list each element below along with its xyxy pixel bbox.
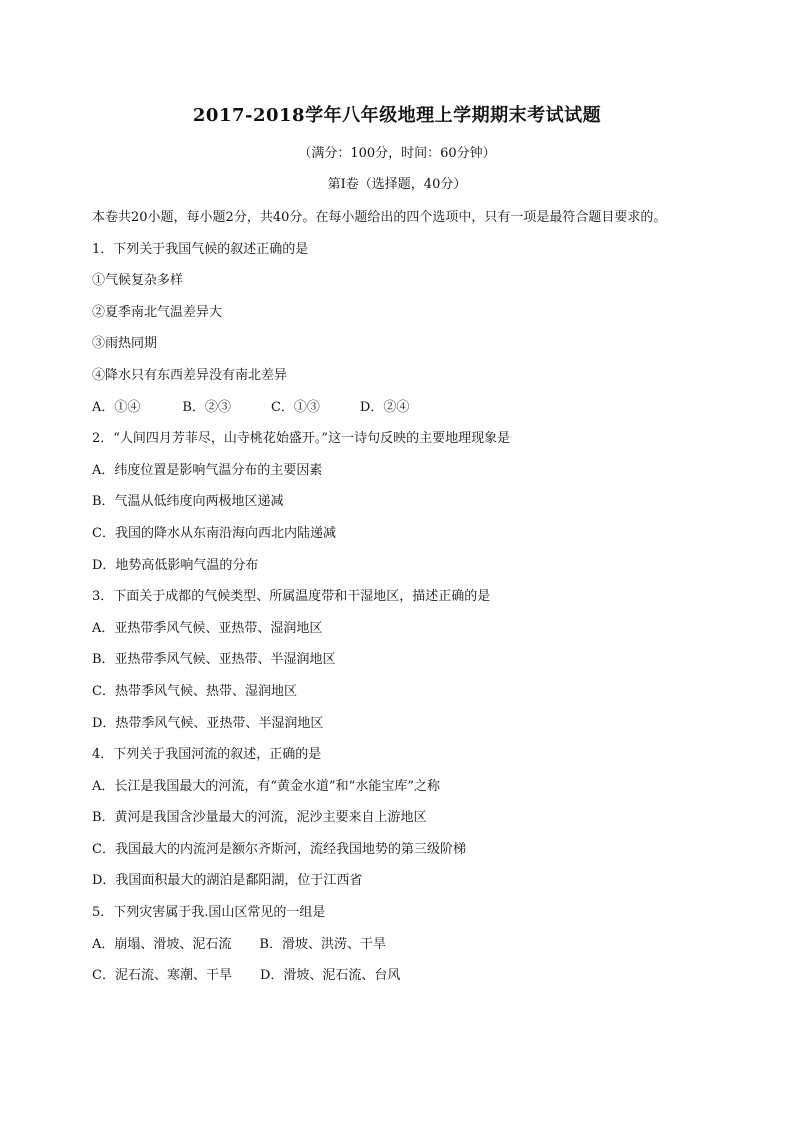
question-5-option-c: C．泥石流、寒潮、干旱	[92, 968, 232, 984]
question-3-option-d: D．热带季风气候、亚热带、半湿润地区	[92, 715, 324, 731]
section-instructions: 本卷共20小题，每小题2分，共40分。在每小题给出的四个选项中，只有一项是最符合题目要求的。	[92, 210, 667, 225]
question-5-options-row-2	[92, 960, 712, 992]
question-1-item: ④降水只有东西差异没有南北差异	[92, 367, 288, 383]
question-3-stem: 3．下面关于成都的气候类型、所属温度带和干湿地区，描述正确的是	[92, 589, 491, 605]
question-2-option-d: D．地势高低影响气温的分布	[92, 557, 259, 573]
question-2-stem: 2．“人间四月芳菲尽，山寺桃花始盛开。”这一诗句反映的主要地理现象是	[92, 431, 511, 447]
question-1-item: ②夏季南北气温差异大	[92, 304, 223, 320]
question-3-option-a: A．亚热带季风气候、亚热带、湿润地区	[92, 620, 323, 636]
question-4-option-b: B．黄河是我国含沙量最大的河流，泥沙主要来自上游地区	[92, 810, 427, 826]
question-4-option-a: A．长江是我国最大的河流，有“黄金水道”和“水能宝库”之称	[92, 778, 440, 794]
question-5-option-a: A．崩塌、滑坡、泥石流	[92, 936, 232, 952]
exam-subtitle: （满分：100分，时间：60分钟）	[298, 146, 496, 161]
question-2-option-c: C．我国的降水从东南沿海向西北内陆递减	[92, 525, 336, 541]
question-4-option-d: D．我国面积最大的湖泊是鄱阳湖，位于江西省	[92, 873, 363, 889]
question-4-stem: 4．下列关于我国河流的叙述，正确的是	[92, 747, 322, 763]
exam-title: 2017-2018学年八年级地理上学期期末考试试题	[192, 105, 602, 126]
question-1-option-d: D．②④	[359, 399, 410, 415]
question-2-option-a: A．纬度位置是影响气温分布的主要因素	[92, 462, 323, 478]
question-1-option-b: B．②③	[182, 399, 231, 415]
question-5-option-d: D．滑坡、泥石流、台风	[259, 968, 401, 984]
question-1-stem: 1．下列关于我国气候的叙述正确的是	[92, 241, 309, 257]
question-1-options	[92, 392, 712, 424]
question-5-stem: 5．下列灾害属于我.国山区常见的一组是	[92, 905, 326, 921]
question-4-option-c: C．我国最大的内流河是额尔齐斯河，流经我国地势的第三级阶梯	[92, 841, 466, 857]
question-5-option-b: B．滑坡、洪涝、干旱	[259, 936, 386, 952]
question-1-option-c: C．①③	[270, 399, 320, 415]
question-1-option-a: A．①④	[92, 399, 141, 415]
question-3-option-b: B．亚热带季风气候、亚热带、半湿润地区	[92, 652, 336, 668]
exam-body	[92, 202, 712, 992]
question-2-option-b: B．气温从低纬度向两极地区递减	[92, 494, 284, 510]
section-heading: 第Ⅰ卷（选择题，40分）	[327, 177, 467, 192]
question-5-options-row-1	[92, 929, 712, 961]
question-1-item: ③雨热同期	[92, 336, 158, 352]
question-1-item: ①气候复杂多样	[92, 273, 184, 289]
question-3-option-c: C．热带季风气候、热带、湿润地区	[92, 683, 297, 699]
